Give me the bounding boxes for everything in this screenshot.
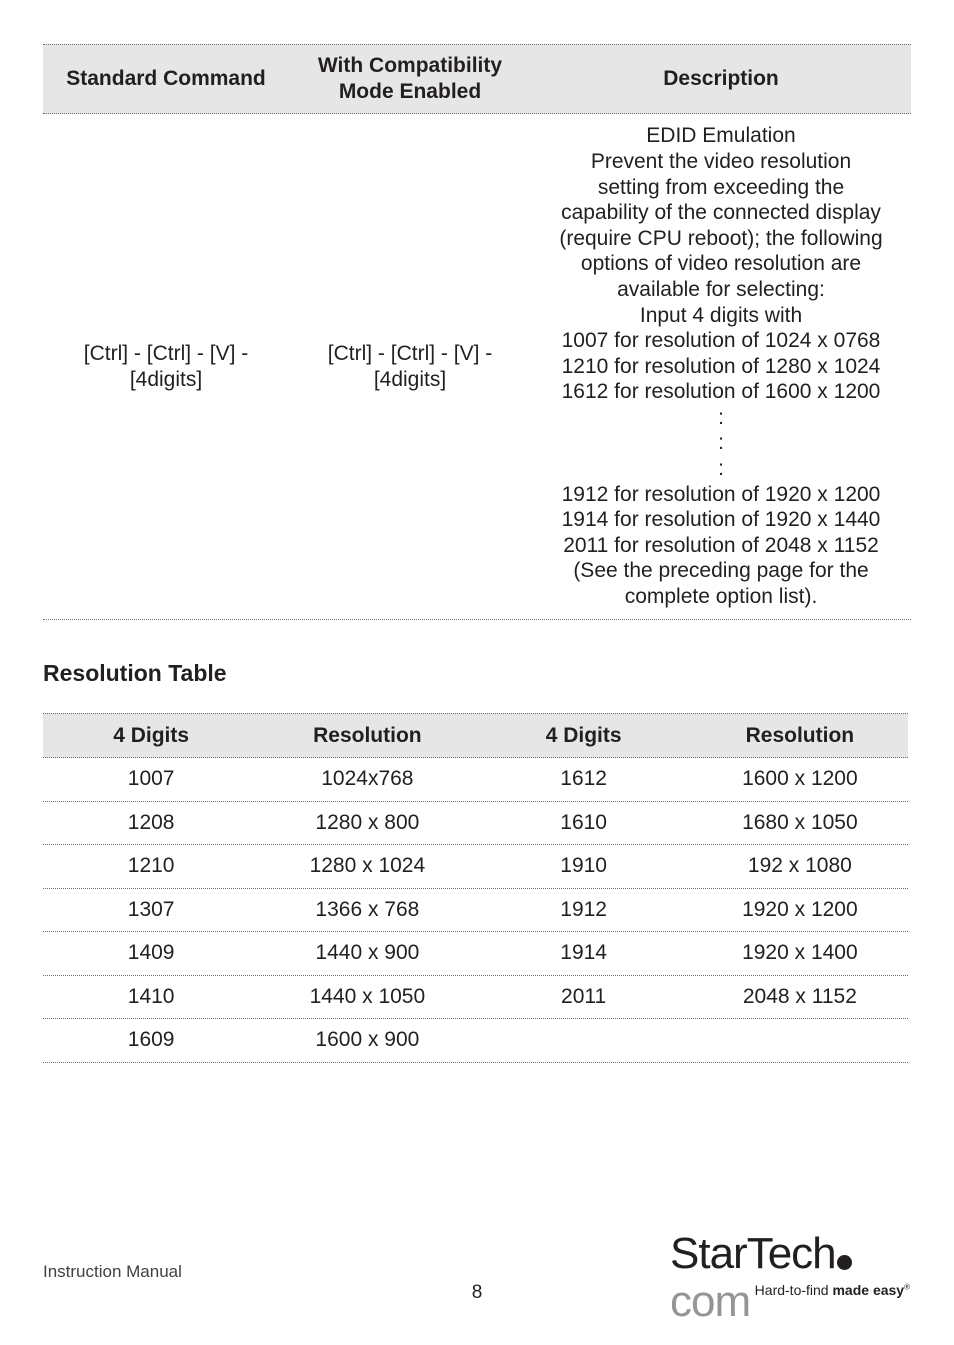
resolution-cell: 1600 x 900 bbox=[315, 1028, 420, 1052]
header-description: Description bbox=[663, 67, 779, 90]
digits-cell: 1208 bbox=[127, 810, 175, 834]
resolution-cell: 1440 x 900 bbox=[315, 941, 420, 965]
command-table-header bbox=[43, 44, 911, 114]
digits-cell: 1007 bbox=[127, 767, 175, 791]
header-compat-line-1: With Compatibility bbox=[317, 54, 503, 77]
description-line: options of video resolution are bbox=[580, 252, 862, 276]
tagline-bold: made easy bbox=[832, 1282, 905, 1298]
standard-command-line-2: [4digits] bbox=[129, 367, 203, 391]
description-line: (require CPU reboot); the following bbox=[559, 226, 883, 250]
description-line: EDID Emulation bbox=[646, 124, 796, 148]
resolution-cell: 1024x768 bbox=[321, 767, 414, 791]
footer-manual-label: Instruction Manual bbox=[43, 1262, 182, 1281]
digits-cell: 2011 bbox=[561, 984, 607, 1008]
digits-cell: 1910 bbox=[560, 854, 607, 878]
description-line: : bbox=[718, 457, 724, 481]
logo-brand-name: StarTech bbox=[670, 1229, 836, 1278]
description-line: (See the preceding page for the bbox=[573, 559, 869, 583]
resolution-cell: 1280 x 1024 bbox=[309, 854, 426, 878]
resolution-table bbox=[43, 713, 908, 1063]
description-line: capability of the connected display bbox=[561, 201, 881, 225]
resolution-cell: 1440 x 1050 bbox=[309, 984, 426, 1008]
resolution-cell: 1680 x 1050 bbox=[742, 810, 858, 834]
table-row bbox=[43, 1019, 908, 1063]
description-line: : bbox=[718, 431, 724, 455]
description-line: complete option list). bbox=[624, 585, 818, 609]
logo-wordmark bbox=[670, 1230, 910, 1326]
table-row bbox=[43, 758, 908, 802]
standard-command-line-1: [Ctrl] - [Ctrl] - [V] - bbox=[83, 341, 249, 365]
resolution-cell: 1600 x 1200 bbox=[742, 767, 858, 791]
description-line: 1007 for resolution of 1024 x 0768 bbox=[561, 329, 881, 353]
digits-cell: 1609 bbox=[127, 1028, 175, 1052]
header-compatibility-mode bbox=[289, 53, 531, 105]
digits-cell: 1307 bbox=[127, 897, 175, 921]
description-line: Prevent the video resolution bbox=[590, 149, 852, 173]
header-4-digits-2: 4 Digits bbox=[545, 723, 622, 747]
compat-command-line-2: [4digits] bbox=[373, 367, 447, 391]
description-line: : bbox=[718, 405, 724, 429]
description-line: 1912 for resolution of 1920 x 1200 bbox=[561, 482, 881, 506]
header-compat-line-2: Mode Enabled bbox=[338, 80, 482, 103]
digits-cell: 1612 bbox=[560, 767, 607, 791]
command-table bbox=[43, 44, 911, 620]
description-cell bbox=[531, 123, 911, 609]
tagline-registered-mark: ® bbox=[904, 1282, 910, 1292]
digits-cell: 1912 bbox=[560, 897, 607, 921]
resolution-cell: 192 x 1080 bbox=[747, 854, 852, 878]
digits-cell: 1410 bbox=[127, 984, 175, 1008]
logo-dot-icon bbox=[837, 1255, 852, 1270]
resolution-table-body bbox=[43, 758, 908, 1063]
description-line: 1612 for resolution of 1600 x 1200 bbox=[561, 380, 881, 404]
table-row bbox=[43, 802, 908, 846]
resolution-cell: 1366 x 768 bbox=[315, 897, 420, 921]
compat-command-line-1: [Ctrl] - [Ctrl] - [V] - bbox=[327, 341, 493, 365]
description-line: available for selecting: bbox=[617, 277, 825, 301]
header-4-digits-1: 4 Digits bbox=[113, 723, 190, 747]
table-row bbox=[43, 845, 908, 889]
resolution-cell: 2048 x 1152 bbox=[742, 984, 857, 1008]
table-row bbox=[43, 932, 908, 976]
digits-cell: 1610 bbox=[560, 810, 607, 834]
description-line: 1210 for resolution of 1280 x 1024 bbox=[561, 354, 881, 378]
tagline-regular: Hard-to-find bbox=[754, 1282, 833, 1298]
header-resolution-1: Resolution bbox=[313, 723, 422, 747]
digits-cell: 1914 bbox=[560, 941, 607, 965]
digits-cell: 1409 bbox=[127, 941, 175, 965]
header-resolution-2: Resolution bbox=[745, 723, 855, 747]
description-line: 2011 for resolution of 2048 x 1152 bbox=[563, 533, 879, 557]
command-row bbox=[43, 114, 911, 620]
description-line: 1914 for resolution of 1920 x 1440 bbox=[561, 508, 881, 532]
resolution-cell: 1280 x 800 bbox=[315, 810, 420, 834]
resolution-cell: 1920 x 1200 bbox=[742, 897, 858, 921]
digits-cell: 1210 bbox=[127, 854, 175, 878]
resolution-table-header bbox=[43, 713, 908, 758]
logo-brand-suffix: com bbox=[670, 1277, 751, 1326]
standard-command-cell bbox=[43, 341, 289, 392]
table-row bbox=[43, 976, 908, 1020]
header-standard-command: Standard Command bbox=[66, 67, 266, 90]
resolution-table-title: Resolution Table bbox=[43, 660, 227, 686]
logo-tagline bbox=[755, 1282, 910, 1298]
description-line: setting from exceeding the bbox=[597, 175, 845, 199]
resolution-cell: 1920 x 1400 bbox=[742, 941, 858, 965]
page-number: 8 bbox=[471, 1282, 483, 1303]
compat-command-cell bbox=[289, 341, 531, 392]
table-row bbox=[43, 889, 908, 933]
description-line: Input 4 digits with bbox=[639, 303, 803, 327]
startech-logo bbox=[670, 1229, 910, 1326]
